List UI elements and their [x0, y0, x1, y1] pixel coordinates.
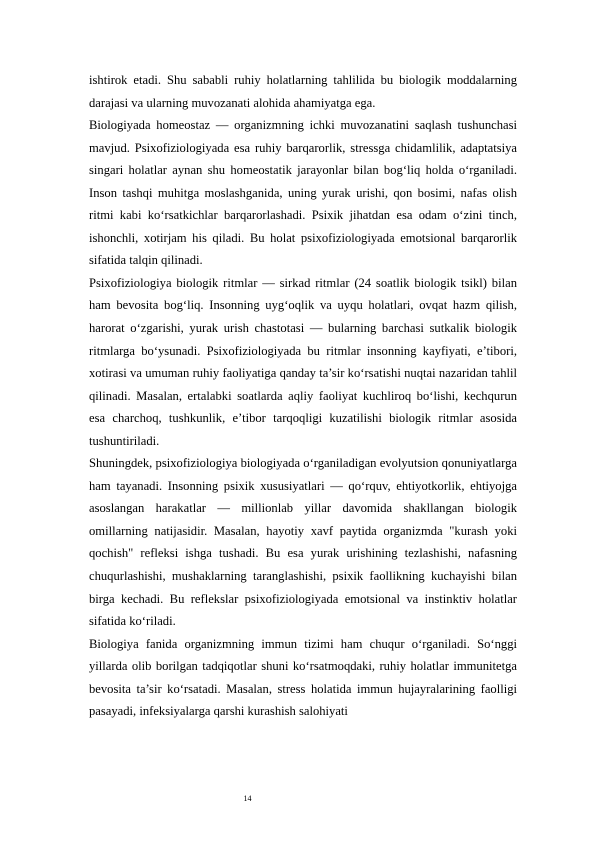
paragraph-immune-system: Biologiya fanida organizmning immun tizimi ham chuqur o‘rganiladi. So‘nggi yillarda olib borilgan tadqiqotlar shuni ko‘rsatmoqdaki, ruhiy holatlar immunitetga bevosita ta’sir ko‘rsatadi. Masalan, stress holatida immun hujayralarining faolligi pasayadi, infeksiyalarga qarshi kurashish salohiyati	[89, 636, 517, 719]
paragraph-continuation: ishtirok etadi. Shu sababli ruhiy holatlarning tahlilida bu biologik moddalarning darajasi va ularning muvozanati alohida ahamiyatga ega.	[89, 73, 517, 110]
paragraph-evolution: Shuningdek, psixofiziologiya biologiyada o‘rganiladigan evolyutsion qonuniyatlarga ham tayanadi. Insonning psixik xususiyatlari — qo‘rquv, ehtiyotkorlik, ehtiyojga asoslangan harakatlar — millionlab yillar davomida shakllangan biologik omillarning natijasidir. Masalan, hayotiy xavf paytida organizmda "kurash yoki qochish" refleksi ishga tushadi. Bu esa yurak urishining tezlashishi, nafasning chuqurlashishi, mushaklarning taranglashishi, psixik faollikning kuchayishi bilan birga kechadi. Bu reflekslar psixofiziologiyada emotsional va instinktiv holatlar sifatida ko‘riladi.	[89, 456, 517, 629]
paragraph-biological-rhythms: Psixofiziologiya biologik ritmlar — sirkad ritmlar (24 soatlik biologik tsikl) bilan ham bevosita bog‘liq. Insonning uyg‘oqlik va uyqu holatlari, ovqat hazm qilish, harorat o‘zgarishi, yurak urish chastotasi — bularning barchasi sutkalik biologik ritmlarga bo‘ysunadi. Psixofiziologiyada bu ritmlar insonning kayfiyati, e’tibori, xotirasi va umuman ruhiy faoliyatiga qanday ta’sir ko‘rsatishi nuqtai nazaridan tahlil qilinadi. Masalan, ertalabki soatlarda aqliy faoliyat kuchliroq bo‘lishi, kechqurun esa charchoq, tushkunlik, e’tibor tarqoqligi kuzatilishi biologik ritmlar asosida tushuntiriladi.	[89, 275, 517, 448]
body-text	[89, 69, 517, 723]
page-number: 14	[243, 794, 252, 803]
paragraph-homeostaz: Biologiyada homeostaz — organizmning ichki muvozanatini saqlash tushunchasi mavjud. Psixofiziologiyada esa ruhiy barqarorlik, stressga chidamlilik, adaptatsiya singari holatlar aynan shu homeostatik jarayonlar bilan bog‘liq holda o‘rganiladi. Inson tashqi muhitga moslashganida, uning yurak urishi, qon bosimi, nafas olish ritmi kabi ko‘rsatkichlar barqarorlashadi. Psixik jihatdan esa odam o‘zini tinch, ishonchli, xotirjam his qiladi. Bu holat psixofiziologiyada emotsional barqarorlik sifatida talqin qilinadi.	[89, 118, 517, 268]
